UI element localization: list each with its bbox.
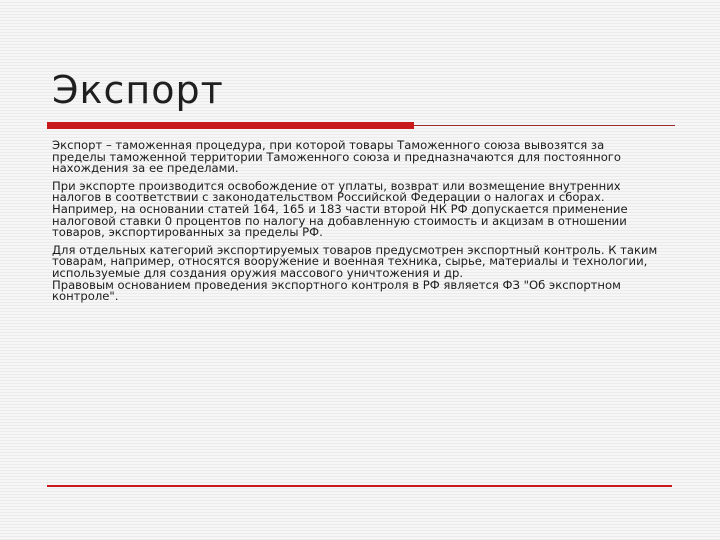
slide-body	[52, 140, 672, 303]
paragraph-legal-basis: Правовым основанием проведения экспортного контроля в РФ является ФЗ "Об экспортном контроле".	[52, 277, 621, 304]
slide-title: Экспорт	[52, 68, 224, 112]
footer-divider	[47, 485, 672, 487]
paragraph-definition: Экспорт – таможенная процедура, при которой товары Таможенного союза вывозятся за пределы таможенной территории Таможенного союза и предназначаются для постоянного нахождения за ее пределами.	[52, 138, 621, 176]
title-accent-bar	[47, 122, 414, 129]
paragraph-export-control: Для отдельных категорий экспортируемых товаров предусмотрен экспортный контроль. К таким товарам, например, относятся вооружение и военная техника, сырье, материалы и технологии, используемые для создания оружия массового уничтожения и др.	[52, 242, 658, 280]
paragraph-tax-exemption: При экспорте производится освобождение от уплаты, возврат или возмещение внутренних налогов в соответствии с законодательством Российской Федерации о налогах и сборах. Например, на основании статей 164, 165 и 183 части второй НК РФ допускается применение налоговой ставки 0 процентов по налогу на добавленную стоимость и акцизам в отношении товаров, экспортированных за пределы РФ.	[52, 178, 628, 240]
